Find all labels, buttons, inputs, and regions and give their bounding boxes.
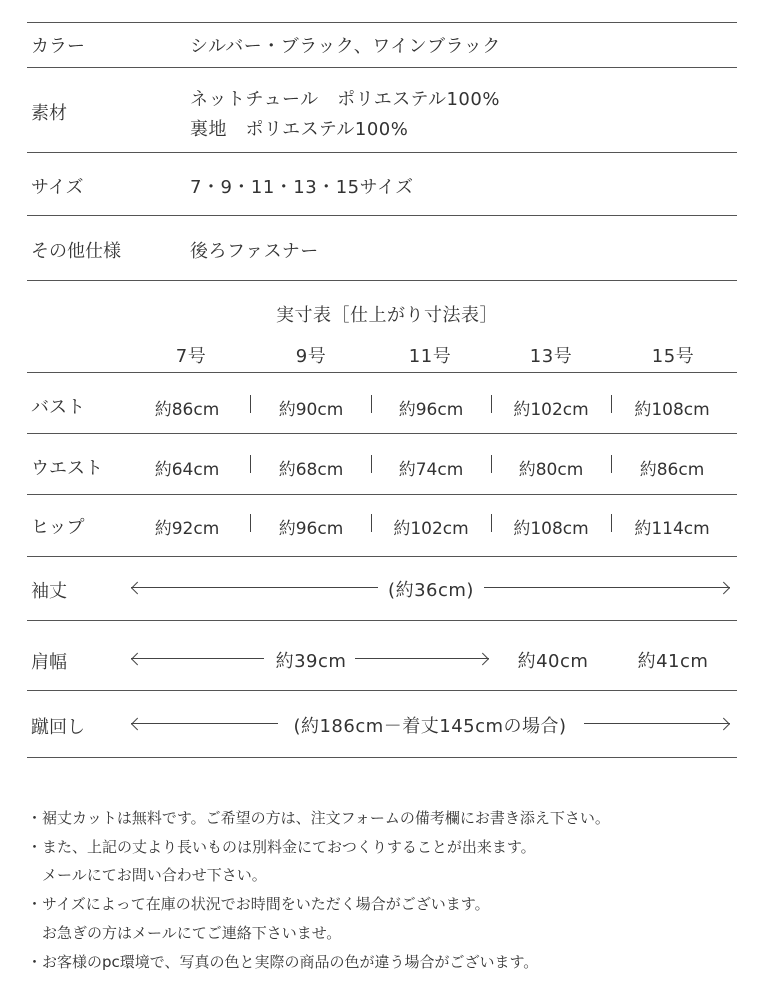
- other-value: 後ろファスナー: [190, 241, 319, 262]
- cell-separator: [371, 455, 372, 473]
- material-value-line2: 裏地 ポリエステル100%: [190, 119, 409, 140]
- cell-separator: [491, 455, 492, 473]
- divider: [27, 620, 737, 621]
- material-value-line1: ネットチュール ポリエステル100%: [190, 89, 500, 110]
- table-cell: 約102cm: [513, 400, 589, 420]
- divider: [27, 494, 737, 495]
- divider: [27, 690, 737, 691]
- left-arrow: [131, 723, 278, 724]
- size-value: 7・9・11・13・15サイズ: [190, 177, 414, 198]
- divider: [27, 22, 737, 23]
- table-cell: 約80cm: [518, 460, 584, 480]
- row-label-waist: ウエスト: [31, 458, 103, 479]
- table-cell: 約92cm: [154, 519, 220, 539]
- row-label-sleeve: 袖丈: [31, 581, 67, 602]
- material-label: 素材: [31, 103, 67, 124]
- cell-separator: [250, 514, 251, 532]
- left-arrow: [131, 658, 264, 659]
- table-cell: 約86cm: [639, 460, 705, 480]
- cell-separator: [611, 455, 612, 473]
- note-line: ・また、上記の丈より長いものは別料金にておつくりすることが出来ます。: [27, 838, 536, 856]
- table-cell: 約96cm: [398, 400, 464, 420]
- divider: [27, 433, 737, 434]
- column-header: 7号: [175, 346, 207, 367]
- shoulder-value-15: 約41cm: [637, 651, 709, 672]
- column-header: 11号: [408, 346, 452, 367]
- table-cell: 約74cm: [398, 460, 464, 480]
- row-label-hip: ヒップ: [31, 517, 85, 538]
- table-cell: 約90cm: [278, 400, 344, 420]
- table-cell: 約108cm: [634, 400, 710, 420]
- column-header: 13号: [529, 346, 573, 367]
- divider: [27, 215, 737, 216]
- note-line: ・サイズによって在庫の状況でお時間をいただく場合がございます。: [27, 895, 490, 913]
- cell-separator: [491, 395, 492, 413]
- table-cell: 約96cm: [278, 519, 344, 539]
- table-cell: 約108cm: [513, 519, 589, 539]
- cell-separator: [371, 514, 372, 532]
- column-header: 9号: [295, 346, 327, 367]
- column-header: 15号: [651, 346, 695, 367]
- divider: [27, 556, 737, 557]
- color-label: カラー: [31, 36, 85, 57]
- shoulder-value-13: 約40cm: [517, 651, 589, 672]
- cell-separator: [491, 514, 492, 532]
- sleeve-value: (約36cm): [388, 580, 474, 601]
- divider: [27, 372, 737, 373]
- divider: [27, 152, 737, 153]
- note-line: お急ぎの方はメールにてご連絡下さいませ。: [27, 924, 342, 942]
- left-arrow: [131, 587, 378, 588]
- table-cell: 約64cm: [154, 460, 220, 480]
- right-arrow: [484, 587, 730, 588]
- cell-separator: [371, 395, 372, 413]
- right-arrow: [584, 723, 730, 724]
- row-label-hem: 蹴回し: [31, 717, 85, 738]
- divider: [27, 757, 737, 758]
- shoulder-value-small: 約39cm: [275, 651, 347, 672]
- size-table-title: 実寸表［仕上がり寸法表］: [276, 305, 498, 326]
- other-label: その他仕様: [31, 241, 121, 262]
- note-line: ・裾丈カットは無料です。ご希望の方は、注文フォームの備考欄にお書き添え下さい。: [27, 809, 610, 827]
- divider: [27, 67, 737, 68]
- row-label-shoulder: 肩幅: [31, 652, 67, 673]
- cell-separator: [250, 455, 251, 473]
- note-line: メールにてお問い合わせ下さい。: [27, 866, 267, 884]
- table-cell: 約114cm: [634, 519, 710, 539]
- cell-separator: [250, 395, 251, 413]
- table-cell: 約86cm: [154, 400, 220, 420]
- table-cell: 約68cm: [278, 460, 344, 480]
- cell-separator: [611, 395, 612, 413]
- hem-value: (約186cm－着丈145cmの場合): [293, 716, 567, 737]
- size-label: サイズ: [31, 177, 84, 198]
- row-label-bust: バスト: [31, 397, 85, 418]
- table-cell: 約102cm: [393, 519, 469, 539]
- note-line: ・お客様のpc環境で、写真の色と実際の商品の色が違う場合がございます。: [27, 953, 539, 971]
- right-arrow: [355, 658, 489, 659]
- divider: [27, 280, 737, 281]
- color-value: シルバー・ブラック、ワインブラック: [190, 36, 501, 57]
- cell-separator: [611, 514, 612, 532]
